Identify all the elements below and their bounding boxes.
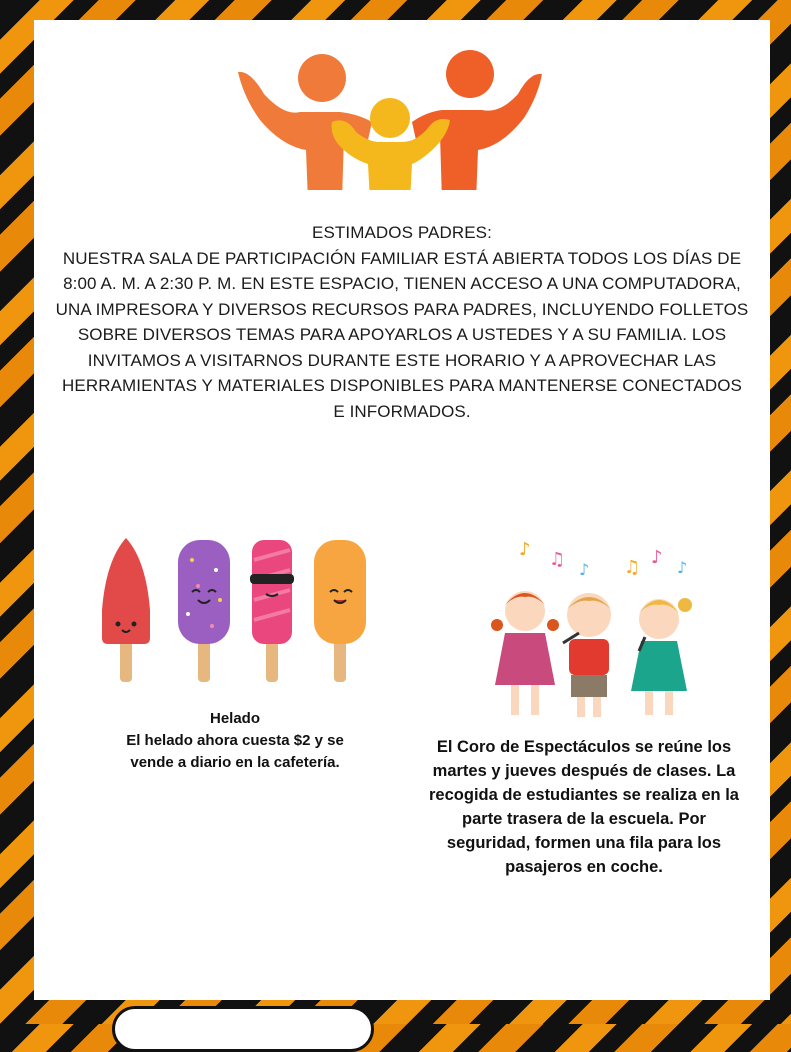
family-figures-icon	[230, 50, 550, 190]
svg-text:♪: ♪	[651, 547, 663, 568]
intro-text	[54, 220, 750, 424]
choir-text: El Coro de Espectáculos se reúne los martes y jueves después de clases. La recogida de estudiantes se realiza en la parte trasera de la escuela. Por seguridad, formen una fila para los pasajeros en coche.	[429, 738, 739, 876]
choir-notice	[424, 735, 744, 879]
icecream-notice	[110, 708, 360, 774]
icecream-text: El helado ahora cuesta $2 y se vende a diario en la cafetería.	[126, 732, 344, 771]
icecream-title: Helado	[209, 710, 260, 727]
svg-text:♫: ♫	[624, 557, 641, 578]
flyer-page	[34, 20, 770, 1000]
intro-body: NUESTRA SALA DE PARTICIPACIÓN FAMILIAR ESTÁ ABIERTA TODOS LOS DÍAS DE 8:00 A. M. A 2:30 P. M. EN ESTE ESPACIO, TIENEN ACCESO A UNA COMPUTADORA, UNA IMPRESORA Y DIVERSOS RECURSOS PARA PADRES, INCLUYENDO FOLLETOS SOBRE DIVERSOS TEMAS PARA APOYARLOS A USTEDES Y A SU FAMILIA. LOS INVITAMOS A VISITARNOS DURANTE ESTE HORARIO Y A APROVECHAR LAS HERRAMIENTAS Y MATERIALES DISPONIBLES PARA MANTENERSE CONECTADOS E INFORMADOS.	[55, 248, 749, 421]
svg-text:♪: ♪	[519, 539, 531, 560]
greeting: ESTIMADOS PADRES:	[312, 223, 492, 242]
svg-text:♫: ♫	[549, 549, 566, 570]
bottom-tab-decoration	[112, 1006, 374, 1052]
popsicles-icon	[94, 530, 374, 700]
svg-text:♪: ♪	[579, 560, 590, 579]
children-choir-icon	[439, 525, 709, 725]
svg-text:♪: ♪	[677, 558, 688, 577]
